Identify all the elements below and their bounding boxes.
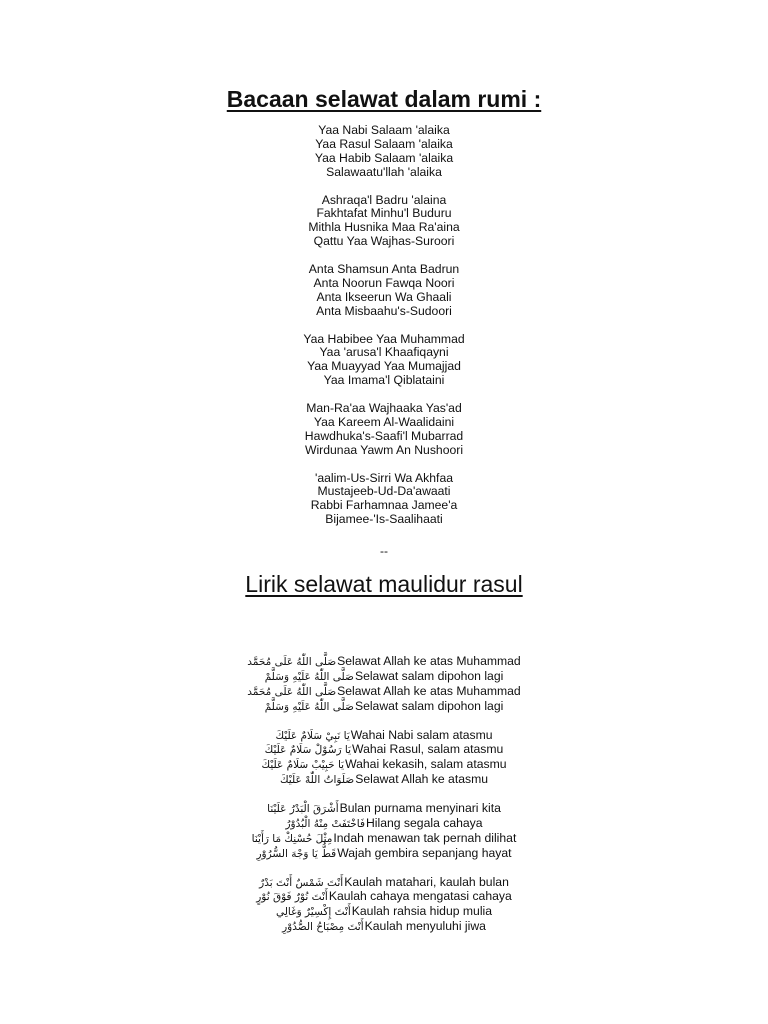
arabic-text: يَا رَسُوْلْ سَلَامٌ عَلَيْكَ: [264, 744, 352, 757]
malay-translation: Selawat Allah ke atas Muhammad: [337, 654, 521, 668]
lirik-line: [0, 685, 768, 700]
rumi-line: Rabbi Farhamnaa Jamee'a: [310, 498, 458, 513]
rumi-line: Yaa Nabi Salaam 'alaika: [318, 123, 450, 137]
rumi-line: Anta Ikseerun Wa Ghaali: [316, 289, 452, 304]
arabic-text: أَنْتَ نُوْرٌ فَوْقَ نُوْرٍ: [256, 891, 328, 904]
lirik-line: [0, 743, 768, 758]
heading-bacaan-selawat-rumi: [0, 86, 768, 113]
rumi-line: Yaa Imama'l Qiblataini: [323, 373, 445, 388]
rumi-line: 'aalim-Us-Sirri Wa Akhfaa: [315, 470, 453, 485]
rumi-line: Qattu Yaa Wajhas-Suroori: [313, 234, 455, 249]
malay-translation: Wahai Nabi salam atasmu: [350, 727, 493, 742]
arabic-text: صَلَّى اللّٰهُ عَلَى مُحَمَّد: [247, 656, 337, 668]
rumi-line: Anta Shamsun Anta Badrun: [308, 262, 460, 277]
lirik-text-block: [0, 655, 768, 949]
arabic-text: يَا نَبِيْ سَلَامٌ عَلَيْكَ: [275, 729, 350, 742]
rumi-stanza: [0, 263, 768, 319]
lirik-stanza: [0, 802, 768, 862]
arabic-text: أَنْتَ مِصْبَاحُ الصُّدُوْرِ: [282, 921, 364, 934]
rumi-line: Mithla Husnika Maa Ra'aina: [308, 220, 460, 235]
rumi-line: Hawdhuka's-Saafi'l Mubarrad: [304, 428, 464, 443]
arabic-text: يَا حَبِيْبْ سَلَامٌ عَلَيْكَ: [261, 759, 345, 772]
rumi-line: Wirdunaa Yawm An Nushoori: [304, 442, 464, 457]
rumi-line: Yaa Kareem Al-Waalidaini: [313, 414, 455, 429]
malay-translation: Wahai kekasih, salam atasmu: [345, 757, 507, 772]
malay-translation: Kaulah matahari, kaulah bulan: [344, 874, 509, 889]
rumi-line: Man-Ra'aa Wajhaaka Yas'ad: [306, 401, 462, 416]
lirik-line: [0, 920, 768, 935]
lirik-stanza: [0, 729, 768, 789]
lirik-stanza: [0, 876, 768, 936]
rumi-line: Yaa Rasul Salaam 'alaika: [315, 136, 453, 151]
rumi-line: Yaa Habibee Yaa Muhammad: [303, 331, 465, 346]
rumi-line: Yaa 'arusa'l Khaafiqayni: [319, 345, 449, 360]
rumi-stanza: [0, 472, 768, 528]
rumi-stanza: [0, 333, 768, 389]
malay-translation: Bulan purnama menyinari kita: [339, 801, 501, 816]
arabic-text: صَلَوَاتُ اللّٰهْ عَلَيْكَ: [279, 774, 355, 787]
arabic-text: أَشْرَقَ الْبَدْرُ عَلَيْنَا: [267, 803, 339, 816]
arabic-text: مِثْلَ حُسْنِكْ مَا رَأَيْنَا: [251, 832, 333, 845]
arabic-text: قَطُّ يَا وَجْهَ السُّرُوْرِ: [256, 847, 337, 860]
rumi-line: Anta Misbaahu's-Sudoori: [316, 303, 452, 318]
rumi-line: Fakhtafat Minhu'l Buduru: [316, 206, 452, 221]
malay-translation: Wajah gembira sepanjang hayat: [337, 845, 512, 860]
rumi-line: Bijamee-'Is-Saalihaati: [325, 512, 443, 527]
lirik-line: [0, 876, 768, 891]
heading-bacaan-selawat-rumi-text: Bacaan selawat dalam rumi :: [226, 86, 542, 112]
malay-translation: Kaulah rahsia hidup mulia: [351, 904, 493, 919]
malay-translation: Indah menawan tak pernah dilihat: [333, 830, 517, 845]
lirik-line: [0, 700, 768, 715]
arabic-text: فَاخْتَفَتْ مِنْهُ الْبُدُوْرُ: [285, 817, 365, 830]
rumi-text-block: [0, 124, 768, 541]
heading-lirik-selawat-text: Lirik selawat maulidur rasul: [245, 571, 523, 597]
lirik-line: [0, 655, 768, 670]
malay-translation: Wahai Rasul, salam atasmu: [352, 742, 504, 757]
rumi-stanza: [0, 194, 768, 250]
heading-lirik-selawat: [0, 571, 768, 598]
rumi-line: Yaa Habib Salaam 'alaika: [314, 150, 454, 165]
lirik-line: [0, 773, 768, 788]
malay-translation: Kaulah menyuluhi jiwa: [364, 919, 486, 934]
malay-translation: Hilang segala cahaya: [366, 815, 483, 830]
lirik-line: [0, 817, 768, 832]
section-separator: --: [380, 544, 388, 558]
lirik-line: [0, 905, 768, 920]
lirik-stanza: [0, 655, 768, 715]
lirik-line: [0, 890, 768, 905]
rumi-line: Anta Noorun Fawqa Noori: [313, 275, 455, 290]
lirik-line: [0, 758, 768, 773]
rumi-line: Yaa Muayyad Yaa Mumajjad: [307, 359, 461, 374]
rumi-line: Ashraqa'l Badru 'alaina: [321, 192, 447, 207]
malay-translation: Kaulah cahaya mengatasi cahaya: [328, 889, 512, 904]
lirik-line: [0, 670, 768, 685]
malay-translation: Selawat salam dipohon lagi: [354, 698, 504, 713]
rumi-line: Mustajeeb-Ud-Da'awaati: [317, 484, 451, 499]
rumi-stanza: [0, 124, 768, 180]
lirik-line: [0, 832, 768, 847]
arabic-text: صَلَّى اللّٰهُ عَلَى مُحَمَّد: [247, 685, 337, 698]
arabic-text: أَنْتَ شَمْسٌ أَنْتَ بَدْرٌ: [259, 876, 344, 889]
malay-translation: Selawat Allah ke atas Muhammad: [337, 683, 521, 698]
lirik-line: [0, 847, 768, 862]
rumi-line: Salawaatu'llah 'alaika: [326, 164, 442, 179]
arabic-text: أَنْتَ إِكْسِيْرٌ وَغَالِي: [275, 906, 351, 919]
malay-translation: Selawat salam dipohon lagi: [354, 668, 504, 683]
malay-translation: Selawat Allah ke atasmu: [355, 772, 489, 787]
rumi-stanza: [0, 402, 768, 458]
arabic-text: صَلَّى اللّٰهُ عَلَيْهِ وَسَلَّمْ: [264, 670, 354, 683]
arabic-text: صَلَّى اللّٰهُ عَلَيْهِ وَسَلَّمْ: [264, 700, 354, 713]
lirik-line: [0, 729, 768, 744]
lirik-line: [0, 802, 768, 817]
